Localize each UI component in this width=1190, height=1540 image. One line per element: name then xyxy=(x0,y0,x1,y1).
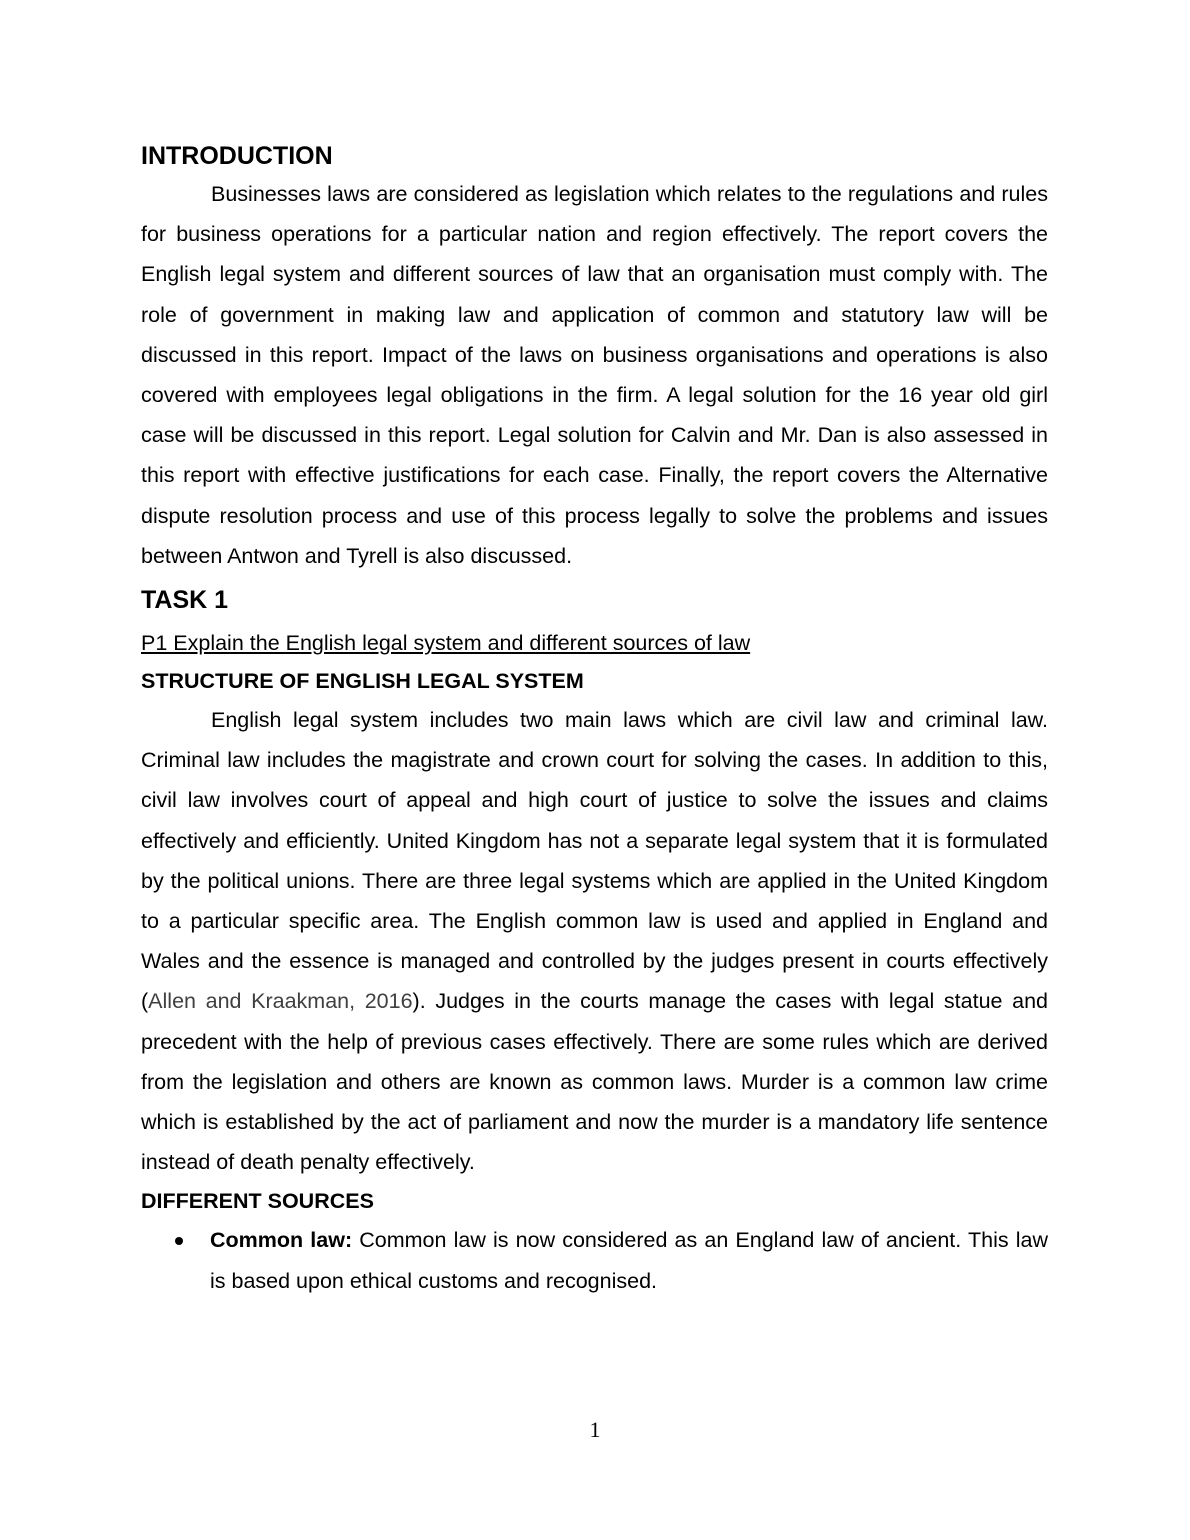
introduction-paragraph: Businesses laws are considered as legislation which relates to the regulations and rules for business operations for a particular nation and region effectively. The report covers the English legal system and different sources of law that an organisation must comply with. The role of government in making law and application of common and statutory law will be discussed in this report. Impact of the laws on business organisations and operations is also covered with employees legal obligations in the firm. A legal solution for the 16 year old girl case will be discussed in this report. Legal solution for Calvin and Mr. Dan is also assessed in this report with effective justifications for each case. Finally, the report covers the Alternative dispute resolution process and use of this process legally to solve the problems and issues between Antwon and Tyrell is also discussed. xyxy=(141,182,1048,568)
list-item xyxy=(141,1220,1048,1300)
structure-text-part2: ). Judges in the courts manage the cases with legal statue and precedent with the help of previous cases effectively. There are some rules which are derived from the legislation and others are known as common laws. Murder is a common law crime which is established by the act of parliament and now the murder is a mandatory life sentence instead of death penalty effectively. xyxy=(141,989,1048,1175)
sources-heading: DIFFERENT SOURCES xyxy=(141,1189,374,1214)
structure-heading: STRUCTURE OF ENGLISH LEGAL SYSTEM xyxy=(141,669,584,694)
source-text: Common law is now considered as an England law of ancient. This law is based upon ethical customs and recognised. xyxy=(210,1228,1048,1293)
source-term: Common law: xyxy=(210,1228,353,1253)
introduction-heading: INTRODUCTION xyxy=(141,142,333,170)
task1-heading: TASK 1 xyxy=(141,586,229,615)
citation: Allen and Kraakman, 2016 xyxy=(148,989,413,1014)
page-number: 1 xyxy=(589,1417,601,1442)
structure-paragraph xyxy=(141,700,1048,1182)
p1-title: P1 Explain the English legal system and different sources of law xyxy=(141,631,751,656)
sources-list xyxy=(141,1220,1048,1300)
page-content xyxy=(141,138,1048,1301)
bullet-icon xyxy=(175,1237,183,1245)
structure-text-part1: English legal system includes two main laws which are civil law and criminal law. Criminal law includes the magistrate and crown court for solving the cases. In addition to this, civil law involves court of appeal and high court of justice to solve the issues and claims effectively and efficiently. United Kingdom has not a separate legal system that it is formulated by the political unions. There are three legal systems which are applied in the United Kingdom to a particular specific area. The English common law is used and applied in England and Wales and the essence is managed and controlled by the judges present in courts effectively ( xyxy=(141,708,1048,1014)
